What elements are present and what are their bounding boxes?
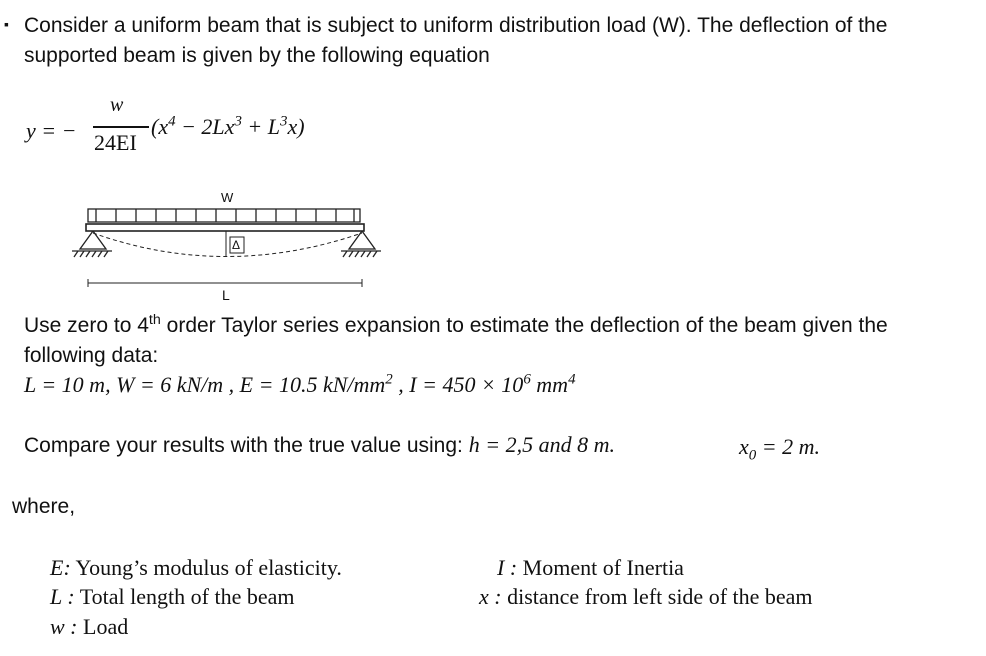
span-label: L: [222, 287, 230, 303]
compare-line: Compare your results with the true value using: h = 2,5 and 8 m.: [24, 432, 615, 457]
step-sizes: h = 2,5 and 8 m.: [468, 432, 615, 457]
fraction-denominator: 24EI: [94, 130, 137, 155]
load-label: W: [221, 190, 234, 205]
task-line-2: following data:: [24, 344, 159, 367]
where-label: where,: [12, 495, 76, 518]
expansion-point: $x_0 = 2$ m.: [739, 434, 820, 464]
deflection-curve: [93, 233, 362, 257]
definition-E: E: Young’s modulus of elasticity.: [50, 555, 342, 580]
fraction-bar: [93, 126, 149, 128]
definition-x: x : distance from left side of the beam: [479, 584, 813, 609]
given-data: L = 10 m, W = 6 kN/m , E = 10.5 $kN/mm^2$ , $I = 450 \times 10^6$ $mm^4$: [24, 371, 576, 397]
left-support: [72, 231, 112, 257]
intro-line-1: Consider a uniform beam that is subject to uniform distribution load (W). The deflection of the: [24, 14, 888, 37]
bullet-icon: ▪: [4, 16, 9, 32]
definition-I: I : Moment of Inertia: [497, 555, 684, 580]
load-ticks: [96, 209, 354, 222]
right-support: [341, 231, 381, 257]
deflection-label: Δ: [232, 238, 241, 252]
distributed-load-box: [88, 209, 360, 222]
fraction-numerator: w: [110, 94, 124, 116]
definition-w: w : Load: [50, 614, 129, 639]
task-line-1: Use zero to 4th order Taylor series expansion to estimate the deflection of the beam given the: [24, 312, 888, 337]
beam: [86, 224, 364, 231]
equation-lhs: y = −: [26, 118, 77, 143]
intro-line-2: supported beam is given by the following equation: [24, 44, 490, 67]
definition-L: L : Total length of the beam: [50, 584, 295, 609]
equation-body: $(x^4 - 2Lx^3 + L^3x)$: [151, 113, 305, 139]
